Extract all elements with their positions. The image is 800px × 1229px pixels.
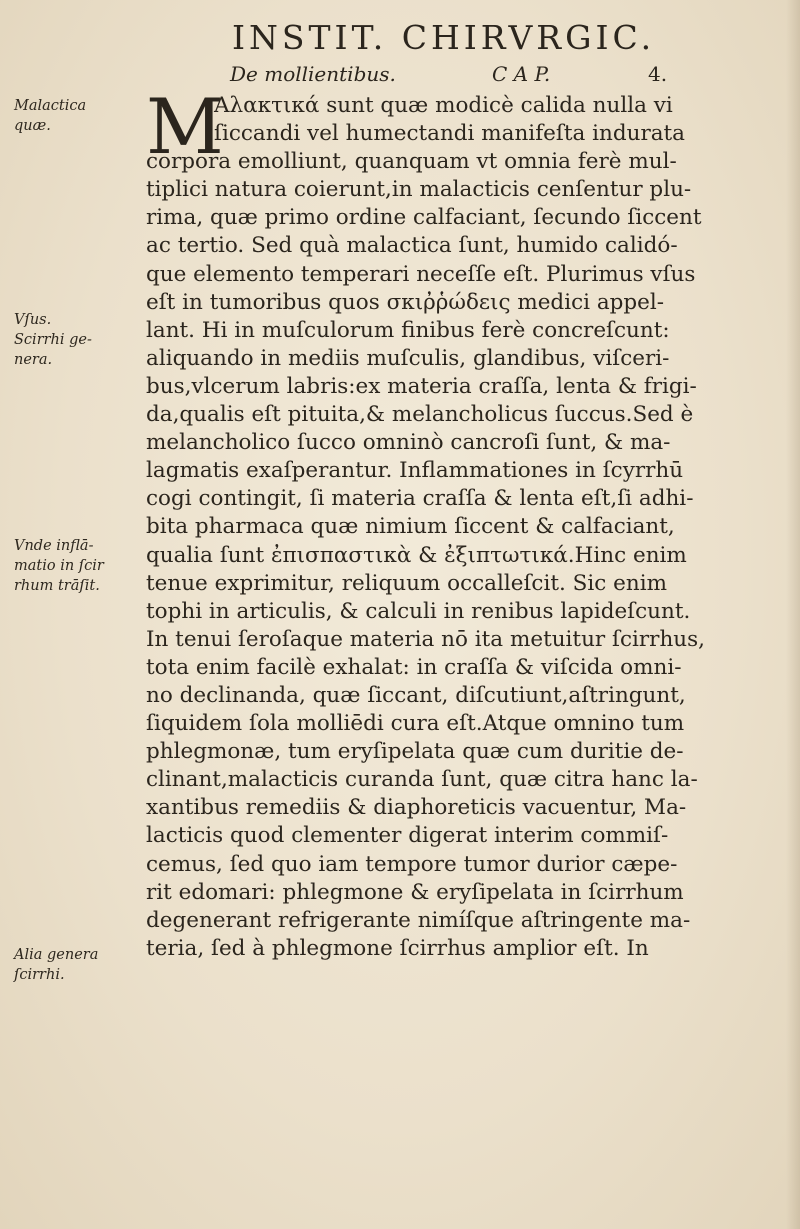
text-line: corpora emolliunt, quanquam vt omnia ferè mul- [146, 149, 677, 175]
margin-note-line: Vnde inflā- [14, 538, 94, 554]
text-line: que elemento temperari neceſſe eſt. Plurimus vſus [146, 261, 696, 287]
text-line: tiplici natura coierunt,in malacticis cenſentur plu- [146, 177, 692, 203]
running-title: INSTIT. CHIRVRGIC. [232, 18, 656, 57]
text-line: lant. Hi in muſculorum finibus ferè concreſcunt: [146, 317, 670, 343]
margin-note-line: quæ. [14, 118, 51, 134]
margin-note-line: ſcirrhi. [14, 967, 65, 983]
text-line: qualia ſunt ἐπισπαστικὰ & ἐξιπτωτικά.Hinc enim [146, 542, 687, 568]
text-line: In tenui ſeroſaque materia nō ita metuitur ſcirrhus, [146, 626, 706, 652]
text-line: degenerant refrigerante nimíſque aſtringente ma- [146, 907, 691, 933]
margin-note-line: Alia genera [14, 947, 99, 963]
text-line: ac tertio. Sed quà malactica ſunt, humido calidó- [146, 233, 678, 259]
text-line: rima, quæ primo ordine calfaciant, ſecundo ſiccent [146, 205, 702, 231]
chapter-subject: De mollientibus. [230, 62, 396, 86]
margin-note-line: Scirrhi ge- [14, 332, 92, 348]
text-line: clinant,malacticis curanda ſunt, quæ citra hanc la- [146, 767, 698, 793]
text-line: lagmatis exaſperantur. Inflammationes in ſcyrrhū [146, 458, 684, 484]
text-line: teria, ſed à phlegmone ſcirrhus amplior eſt. In [146, 935, 649, 961]
margin-note-line: rhum trāſit. [14, 578, 100, 594]
body-text [146, 92, 786, 963]
margin-note [14, 945, 98, 985]
text-line: tenue exprimitur, reliquum occalleſcit. Sic enim [146, 570, 667, 596]
text-line: eſt in tumoribus quos σκιῤῥώδεις medici appel- [146, 289, 665, 315]
chapter-label: C A P. [492, 62, 551, 86]
margin-note [14, 96, 86, 136]
page-edge-shadow [786, 0, 800, 1229]
margin-note-line: Vſus. [14, 312, 52, 328]
margin-note [14, 310, 92, 370]
text-line: tophi in articulis, & calculi in renibus lapideſcunt. [146, 598, 691, 624]
text-line: tota enim facilè exhalat: in craſſa & viſcida omni- [146, 654, 682, 680]
text-line: no declinanda, quæ ſiccant, diſcutiunt,aſtringunt, [146, 682, 686, 708]
text-line: lacticis quod clementer digerat interim commiſ- [146, 823, 669, 849]
text-line: Αλακτικά sunt quæ modicè calida nulla vi [214, 93, 673, 118]
text-line: melancholico ſucco omninò cancroſi ſunt, & ma- [146, 430, 671, 456]
text-line: ſiccandi vel humectandi manifeſta indurata [214, 121, 686, 147]
text-line: bus,vlcerum labris:ex materia craſſa, lenta & frigi- [146, 373, 697, 399]
text-line: phlegmonæ, tum eryſipelata quæ cum duritie de- [146, 739, 684, 765]
margin-note-line: matio in ſcir [14, 558, 104, 574]
text-line: aliquando in mediis muſculis, glandibus, viſceri- [146, 345, 670, 371]
margin-note-line: nera. [14, 352, 53, 368]
chapter-number: 4. [648, 62, 668, 86]
text-line: xantibus remediis & diaphoreticis vacuentur, Ma- [146, 795, 687, 821]
text-line: cemus, ſed quo iam tempore tumor durior cæpe- [146, 851, 678, 877]
text-line: bita pharmaca quæ nimium ſiccent & calfaciant, [146, 514, 675, 540]
text-line: da,qualis eſt pituita,& melancholicus ſuccus.Sed è [146, 402, 694, 428]
text-line: cogi contingit, ſi materia craſſa & lenta eſt,ſi adhi- [146, 486, 694, 512]
text-line: rit edomari: phlegmone & eryſipelata in ſcirrhum [146, 879, 684, 905]
margin-note-line: Malactica [14, 98, 87, 114]
margin-note [14, 536, 104, 596]
text-line: ſiquidem ſola molliēdi cura eſt.Atque omnino tum [146, 711, 685, 737]
drop-cap-initial: M [146, 82, 224, 171]
